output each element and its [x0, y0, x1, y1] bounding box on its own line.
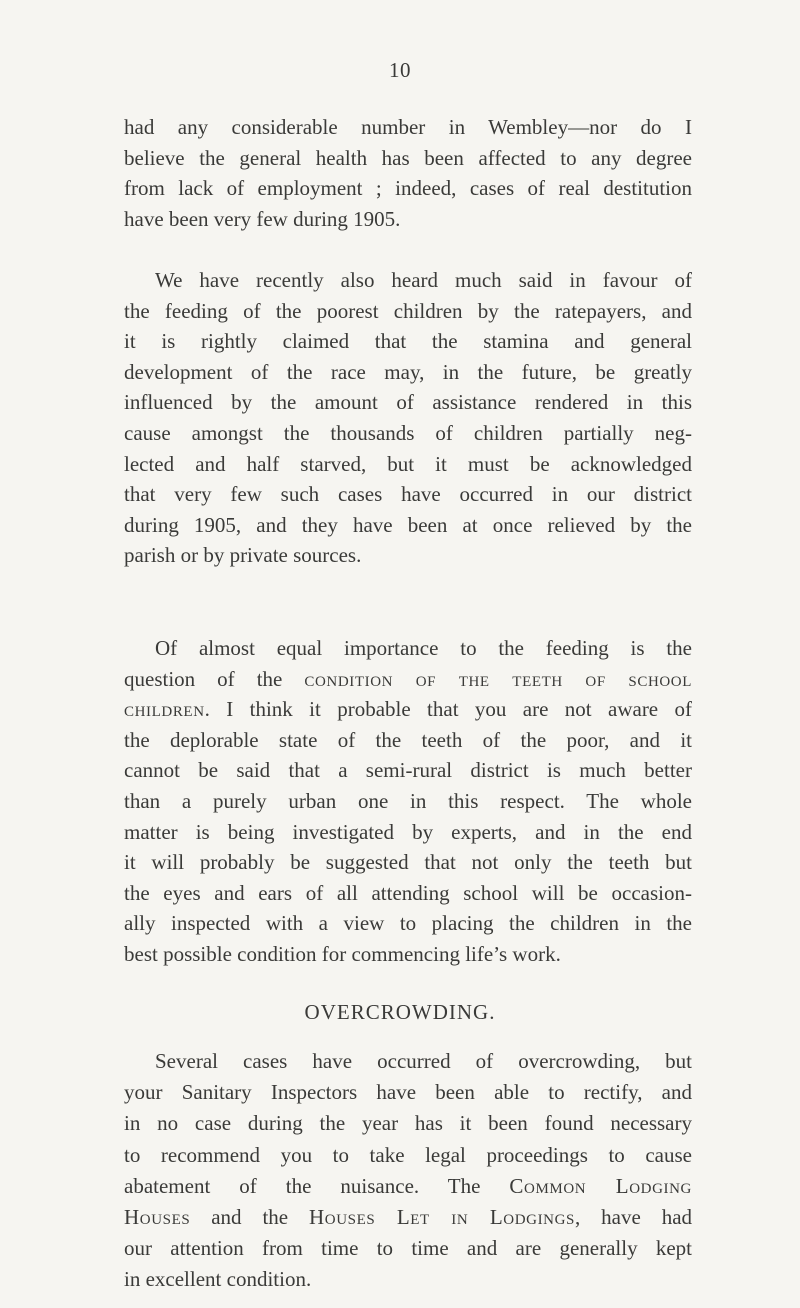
text-line: development of the race may, in the future, be greatly	[124, 359, 692, 384]
paragraph-teeth-condition	[124, 633, 692, 970]
text-line: matter is being investigated by experts, and in the end	[124, 819, 692, 844]
text-line: lected and half starved, but it must be acknowledged	[124, 451, 692, 476]
text-line: the feeding of the poorest children by the ratepayers, and	[124, 298, 692, 323]
text-line: cause amongst the thousands of children partially neg-	[124, 420, 692, 445]
text-line	[124, 1202, 692, 1233]
text-fragment: abatement of the nuisance. The	[124, 1173, 481, 1198]
text-line: parish or by private sources.	[124, 543, 362, 568]
small-caps-phrase: Houses Let in Lodgings	[309, 1205, 575, 1230]
text-line: to recommend you to take legal proceedings to cause	[124, 1142, 692, 1167]
text-line: the deplorable state of the teeth of the poor, and it	[124, 727, 692, 752]
text-line: Several cases have occurred of overcrowding, but	[155, 1049, 692, 1073]
small-caps-phrase: Houses	[124, 1205, 191, 1230]
text-line: your Sanitary Inspectors have been able to rectify, and	[124, 1080, 692, 1105]
paragraph-employment	[124, 112, 692, 234]
text-line: had any considerable number in Wembley—nor do I	[124, 115, 692, 139]
paragraph-feeding-children	[124, 265, 692, 571]
text-line: best possible condition for commencing life’s work.	[124, 941, 561, 966]
text-line: have been very few during 1905.	[124, 206, 401, 231]
text-line: the eyes and ears of all attending school will be occasion-	[124, 880, 692, 905]
paragraph-overcrowding	[124, 1046, 692, 1296]
text-line: influenced by the amount of assistance rendered in this	[124, 390, 692, 415]
text-fragment: question of the	[124, 666, 283, 691]
small-caps-phrase: Common Lodging	[509, 1173, 692, 1198]
text-line: it will probably be suggested that not only the teeth but	[124, 850, 692, 875]
text-line: We have recently also heard much said in favour of	[155, 268, 692, 292]
text-line: in no case during the year has it been found necessary	[124, 1111, 692, 1136]
text-line: during 1905, and they have been at once relieved by the	[124, 512, 692, 537]
page-number: 10	[389, 58, 411, 82]
text-line: cannot be said that a semi-rural district is much better	[124, 758, 692, 783]
text-fragment: and the	[211, 1205, 289, 1230]
text-line	[124, 694, 692, 725]
text-line: ally inspected with a view to placing the children in the	[124, 911, 692, 936]
text-line: our attention from time to time and are generally kept	[124, 1236, 692, 1261]
text-line: in excellent condition.	[124, 1267, 312, 1292]
text-fragment: , have had	[574, 1205, 693, 1230]
section-heading-overcrowding: OVERCROWDING.	[304, 1000, 496, 1024]
text-line	[124, 1171, 692, 1202]
small-caps-phrase: children	[124, 697, 205, 722]
text-line: Of almost equal importance to the feeding is the	[155, 636, 692, 660]
text-line: than a purely urban one in this respect. The whole	[124, 788, 692, 813]
text-line: it is rightly claimed that the stamina and general	[124, 329, 692, 354]
text-line: believe the general health has been affected to any degree	[124, 145, 692, 170]
text-fragment: . I think it probable that you are not aware of	[204, 697, 692, 722]
text-line: that very few such cases have occurred in our district	[124, 482, 692, 507]
text-line	[124, 664, 692, 695]
text-line: from lack of employment ; indeed, cases of real destitution	[124, 176, 692, 201]
small-caps-phrase: condition of the teeth of school	[304, 666, 693, 691]
